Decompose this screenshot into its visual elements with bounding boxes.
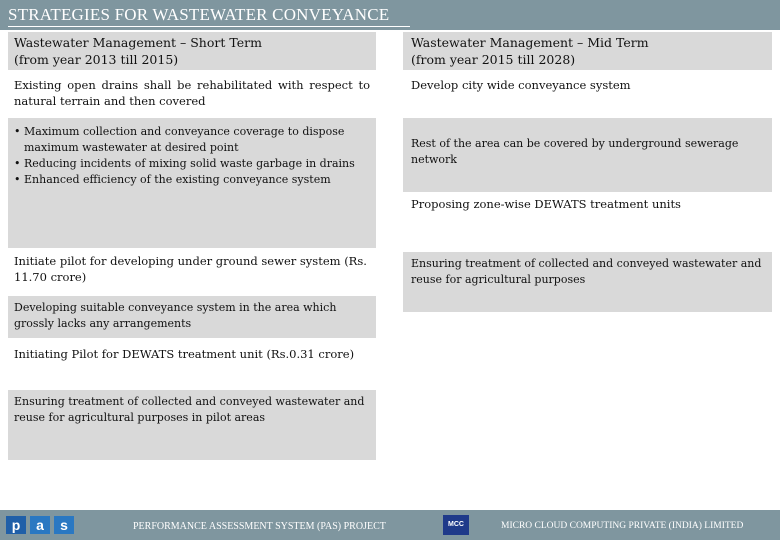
mcc-logo: MCC bbox=[443, 515, 469, 535]
pas-logo-s: s bbox=[54, 516, 74, 534]
pas-logo-p: p bbox=[6, 516, 26, 534]
footer-project-name: PERFORMANCE ASSESSMENT SYSTEM (PAS) PROJECT bbox=[133, 521, 386, 532]
pas-logo bbox=[4, 514, 76, 536]
short-term-item-pilot-sewer-text: Initiate pilot for developing under ground sewer system (Rs. 11.70 crore) bbox=[14, 254, 367, 284]
short-term-item-rehabilitate-text: Existing open drains shall be rehabilitated with respect to natural terrain and then covered bbox=[14, 78, 370, 108]
footer-company-name: MICRO CLOUD COMPUTING PRIVATE (INDIA) LIMITED bbox=[501, 521, 744, 531]
short-term-item-dewats-pilot bbox=[8, 344, 376, 384]
bullet-item: • Maximum collection and conveyance coverage to dispose maximum wastewater at desired point bbox=[14, 124, 368, 156]
mid-term-item-sewerage-box bbox=[403, 118, 772, 192]
mid-term-item-citywide-text: Develop city wide conveyance system bbox=[411, 78, 631, 92]
short-term-heading-box bbox=[8, 32, 376, 70]
bullet-item: • Reducing incidents of mixing solid waste garbage in drains bbox=[14, 156, 368, 172]
short-term-item-conveyance bbox=[8, 296, 376, 338]
page-title: STRATEGIES FOR WASTEWATER CONVEYANCE bbox=[8, 5, 390, 24]
mid-term-item-zone-dewats bbox=[403, 196, 772, 224]
mid-term-heading-line1: Wastewater Management – Mid Term bbox=[411, 35, 649, 50]
mid-term-item-sewerage-text: Rest of the area can be covered by underground sewerage network bbox=[411, 137, 739, 166]
short-term-item-pilot-sewer bbox=[8, 252, 376, 292]
short-term-item-treatment-text: Ensuring treatment of collected and conveyed wastewater and reuse for agricultural purposes in pilot areas bbox=[14, 395, 365, 424]
title-bar bbox=[0, 0, 780, 30]
mid-term-item-treatment-box bbox=[403, 252, 772, 312]
short-term-item-dewats-pilot-text: Initiating Pilot for DEWATS treatment unit (Rs.0.31 crore) bbox=[14, 347, 355, 361]
short-term-bullet-list bbox=[14, 124, 368, 188]
short-term-heading-line1: Wastewater Management – Short Term bbox=[14, 35, 262, 50]
short-term-heading-line2: (from year 2013 till 2015) bbox=[14, 52, 179, 67]
pas-logo-a: a bbox=[30, 516, 50, 534]
mid-term-item-treatment-text: Ensuring treatment of collected and conveyed wastewater and reuse for agricultural purposes bbox=[411, 257, 762, 286]
short-term-bullets-box bbox=[8, 118, 376, 248]
mid-term-item-zone-dewats-text: Proposing zone-wise DEWATS treatment units bbox=[411, 197, 681, 211]
short-term-item-conveyance-text: Developing suitable conveyance system in the area which grossly lacks any arrangements bbox=[14, 301, 337, 330]
short-term-item-treatment bbox=[8, 390, 376, 460]
short-term-item-rehabilitate bbox=[8, 76, 376, 114]
mid-term-heading-box bbox=[403, 32, 772, 70]
mid-term-heading-line2: (from year 2015 till 2028) bbox=[411, 52, 576, 67]
title-underline bbox=[8, 26, 410, 27]
mid-term-item-citywide bbox=[403, 76, 772, 114]
bullet-item: • Enhanced efficiency of the existing conveyance system bbox=[14, 172, 368, 188]
